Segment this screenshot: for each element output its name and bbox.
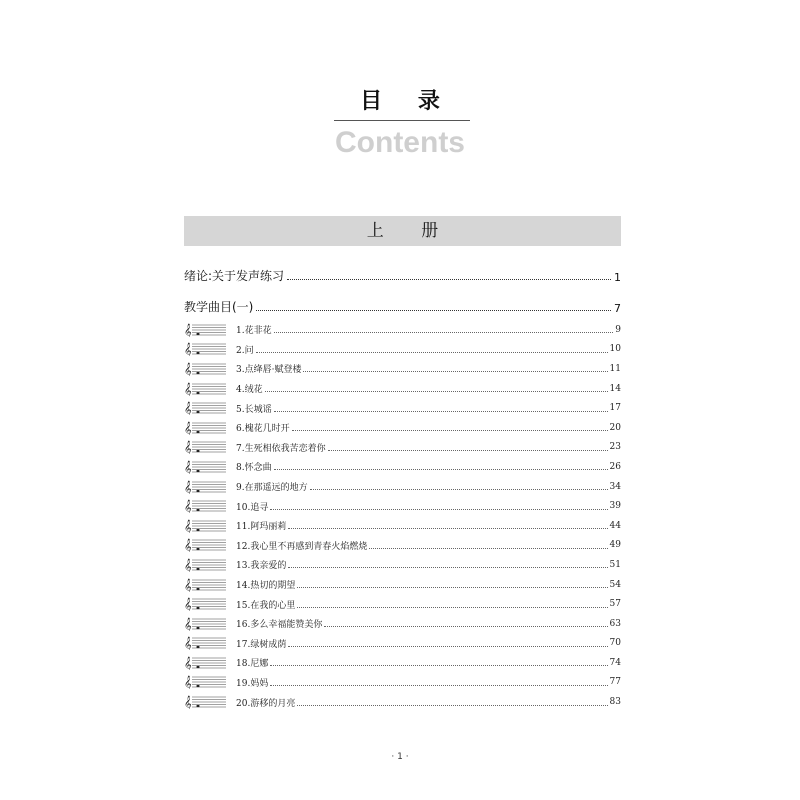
svg-text:𝄞: 𝄞 [184,383,192,396]
dot-leader [297,705,607,706]
dot-leader [297,587,607,588]
toc-song-entry[interactable] [184,555,621,575]
dot-leader [297,607,607,608]
toc-song-entry[interactable] [184,536,621,556]
music-staff-icon [184,480,226,494]
music-staff-icon [184,382,226,396]
song-page: 39 [609,501,621,512]
toc-section-intro[interactable] [184,266,621,284]
toc-song-entry[interactable] [184,418,621,438]
svg-text:𝄞: 𝄞 [184,402,192,416]
page-subtitle: Contents [335,126,465,159]
song-title: 7.生死相依我苦恋着你 [236,443,326,454]
section-title: 教学曲目(一) [184,300,254,314]
toc-song-entry[interactable] [184,575,621,595]
music-staff-icon [184,460,226,474]
dot-leader [328,450,608,451]
svg-text:𝄞: 𝄞 [184,500,192,514]
toc-song-entry[interactable] [184,496,621,516]
song-title: 6.槐花几时开 [236,424,290,435]
song-page: 14 [609,383,621,394]
music-staff-icon [184,617,226,631]
dot-leader [270,509,607,510]
svg-text:𝄞: 𝄞 [184,324,192,337]
toc-song-entry[interactable] [184,673,621,693]
song-page: 57 [609,599,621,610]
svg-text:𝄞: 𝄞 [184,539,192,553]
svg-text:𝄞: 𝄞 [184,618,192,631]
song-title: 1.花非花 [236,326,272,337]
section-page: 1 [614,271,621,284]
song-page: 20 [609,422,621,433]
song-page: 77 [609,677,621,688]
dot-leader [256,310,611,311]
section-page: 7 [614,302,621,315]
dot-leader [288,567,607,568]
svg-text:𝄞: 𝄞 [184,363,192,376]
dot-leader [256,352,608,353]
song-page: 63 [609,618,621,629]
music-staff-icon [184,440,226,454]
song-page: 83 [609,697,621,708]
song-title: 3.点绛唇·赋登楼 [236,365,302,376]
song-title: 18.尼娜 [236,659,269,670]
dot-leader [265,391,608,392]
volume-heading: 上 册 [184,216,621,246]
svg-text:𝄞: 𝄞 [184,441,192,455]
song-title: 9.在那遥远的地方 [236,483,308,494]
dot-leader [310,489,608,490]
dot-leader [292,430,608,431]
dot-leader [288,646,607,647]
toc-song-entry[interactable] [184,594,621,614]
svg-text:𝄞: 𝄞 [184,657,192,670]
svg-text:𝄞: 𝄞 [184,422,192,435]
toc-song-entry[interactable] [184,634,621,654]
music-staff-icon [184,342,226,356]
toc-song-entry[interactable] [184,438,621,458]
svg-text:𝄞: 𝄞 [184,343,192,357]
dot-leader [303,371,607,372]
section-title: 绪论:关于发声练习 [184,269,285,283]
music-staff-icon [184,558,226,572]
toc-song-entry[interactable] [184,477,621,497]
music-staff-icon [184,597,226,611]
song-page: 54 [609,579,621,590]
song-page: 51 [609,559,621,570]
song-title: 2.问 [236,345,254,356]
music-staff-icon [184,519,226,533]
music-staff-icon [184,362,226,376]
toc-song-entry[interactable] [184,653,621,673]
toc-song-entry[interactable] [184,359,621,379]
music-staff-icon [184,675,226,689]
toc-song-entry[interactable] [184,614,621,634]
dot-leader [274,469,608,470]
page-number: · 1 · [391,752,409,762]
svg-text:𝄞: 𝄞 [184,637,192,651]
song-title: 14.热切的期望 [236,581,296,592]
song-title: 17.绿树成荫 [236,639,287,650]
toc-section-repertoire-1[interactable] [184,297,621,315]
dot-leader [287,279,611,280]
toc-song-entry[interactable] [184,398,621,418]
song-page: 44 [609,520,621,531]
page-title: 目 录 [360,89,454,114]
music-staff-icon [184,578,226,592]
music-staff-icon [184,323,226,337]
toc-song-entry[interactable] [184,340,621,360]
svg-text:𝄞: 𝄞 [184,598,192,612]
song-page: 11 [609,363,621,374]
music-staff-icon [184,636,226,650]
song-title: 12.我心里不再感到青春火焰燃烧 [236,541,368,552]
svg-text:𝄞: 𝄞 [184,696,192,710]
song-title: 4.绒花 [236,385,263,396]
music-staff-icon [184,499,226,513]
song-title: 10.追寻 [236,502,269,513]
song-page: 74 [609,657,621,668]
song-page: 23 [609,442,621,453]
song-list [184,320,621,712]
dot-leader [288,528,607,529]
song-title: 15.在我的心里 [236,600,296,611]
song-title: 8.怀念曲 [236,463,272,474]
music-staff-icon [184,656,226,670]
dot-leader [270,665,607,666]
svg-text:𝄞: 𝄞 [184,481,192,494]
song-title: 19.妈妈 [236,678,269,689]
title-divider [334,120,470,121]
svg-text:𝄞: 𝄞 [184,520,192,533]
toc-song-entry[interactable] [184,692,621,712]
toc-song-entry[interactable] [184,516,621,536]
music-staff-icon [184,421,226,435]
song-page: 10 [609,344,621,355]
song-page: 17 [609,403,621,414]
music-staff-icon [184,538,226,552]
music-staff-icon [184,401,226,415]
toc-song-entry[interactable] [184,379,621,399]
song-title: 5.长城谣 [236,404,272,415]
dot-leader [270,685,607,686]
song-page: 26 [609,461,621,472]
music-staff-icon [184,695,226,709]
dot-leader [324,626,607,627]
song-title: 20.游移的月亮 [236,698,296,709]
song-page: 49 [609,540,621,551]
dot-leader [274,411,608,412]
toc-song-entry[interactable] [184,457,621,477]
svg-text:𝄞: 𝄞 [184,559,192,572]
song-page: 70 [609,638,621,649]
svg-text:𝄞: 𝄞 [184,676,192,690]
dot-leader [274,332,614,333]
song-title: 16.多么幸福能赞美你 [236,620,323,631]
svg-text:𝄞: 𝄞 [184,461,192,474]
dot-leader [369,548,607,549]
song-page: 9 [615,324,621,335]
toc-song-entry[interactable] [184,320,621,340]
song-title: 13.我亲爱的 [236,561,287,572]
song-title: 11.阿玛丽莉 [236,522,287,533]
song-page: 34 [609,481,621,492]
svg-text:𝄞: 𝄞 [184,579,192,592]
